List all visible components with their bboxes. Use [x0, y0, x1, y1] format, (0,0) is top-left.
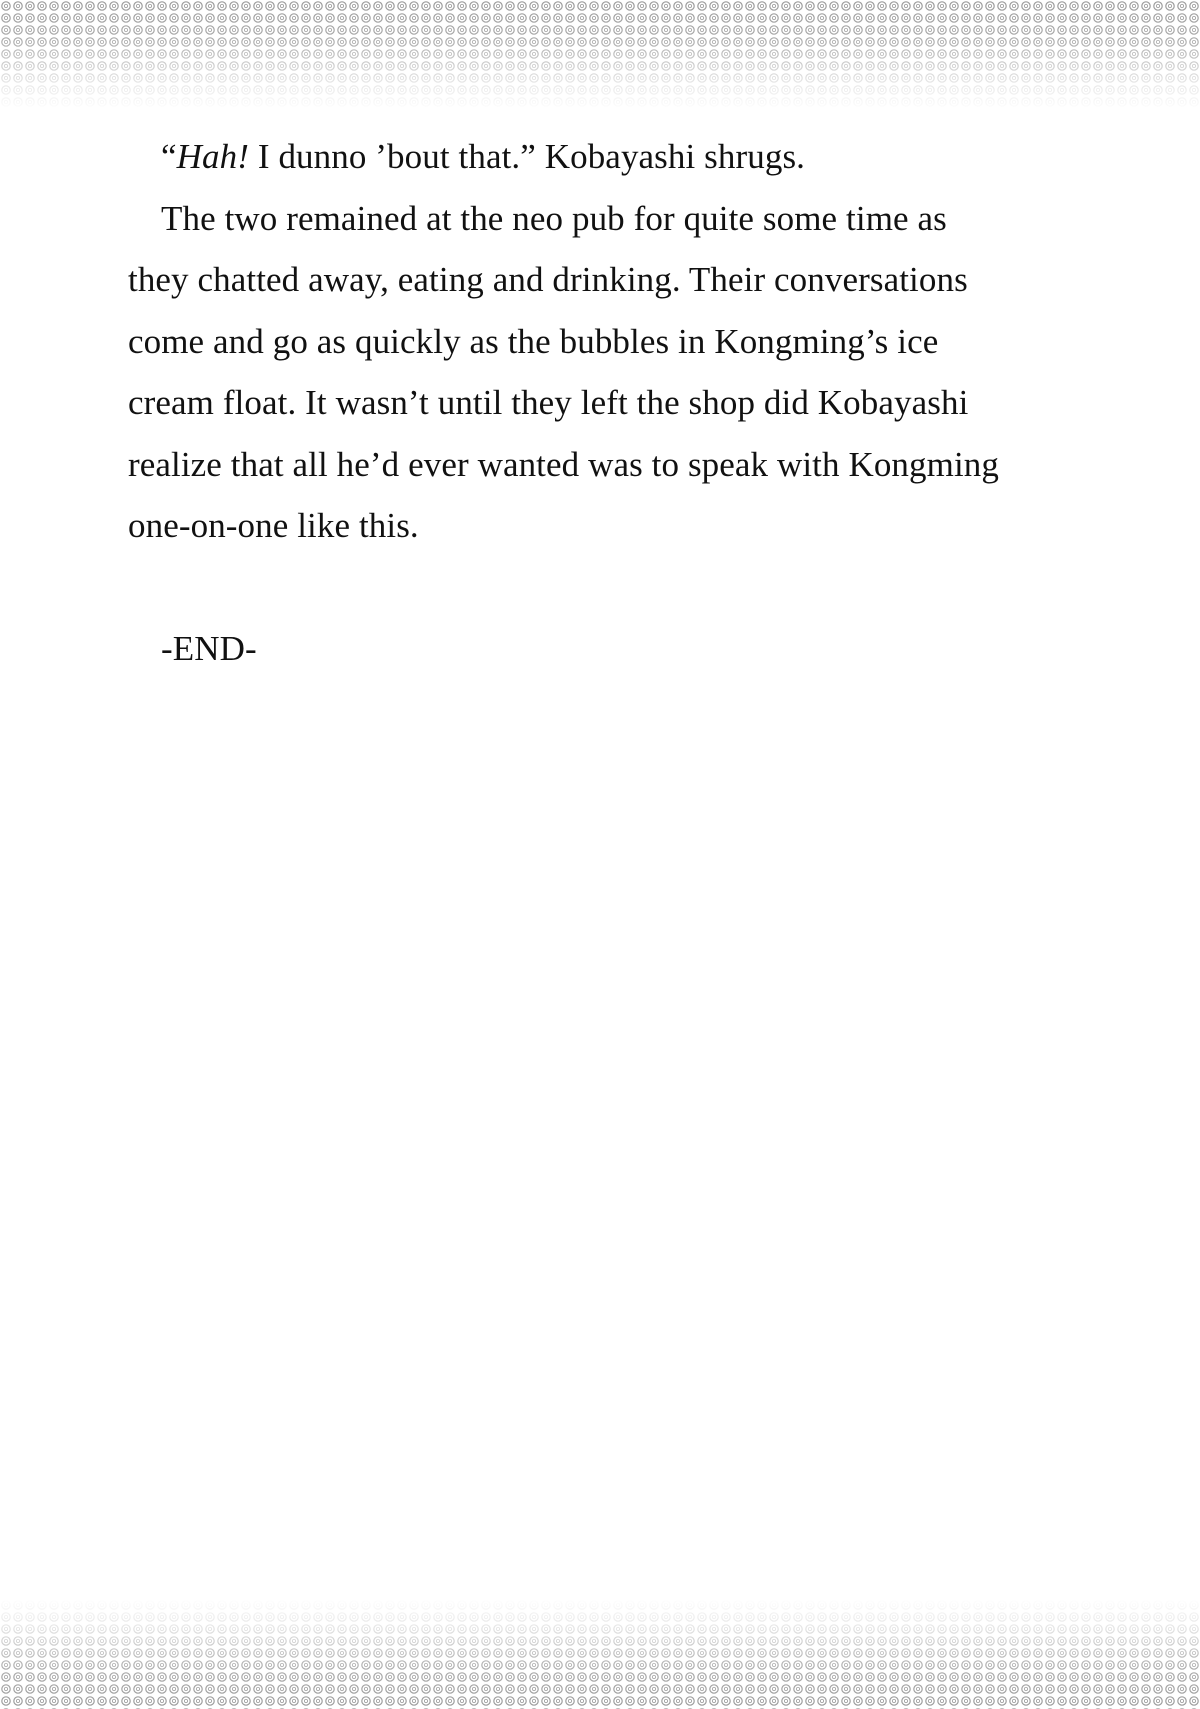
text-line — [128, 188, 1108, 250]
text-line — [128, 249, 1108, 311]
paragraph — [128, 188, 1108, 557]
page-text — [128, 126, 1108, 679]
bottom-pattern-band — [0, 1599, 1200, 1709]
end-marker: -END- — [161, 628, 257, 668]
text-run: cream float. It wasn’t until they left the shop did Kobayashi — [128, 383, 969, 422]
text-line — [128, 434, 1108, 496]
text-run: come and go as quickly as the bubbles in Kongming’s ice — [128, 321, 939, 361]
text-line — [128, 372, 1108, 434]
text-run: The two remained at the neo pub for quite some time as — [161, 198, 947, 238]
text-run: “ — [161, 137, 177, 176]
text-run: I dunno ’bout that.” Kobayashi shrugs. — [248, 137, 806, 176]
paragraph — [128, 126, 1108, 188]
bottom-circle-pattern — [0, 1599, 1200, 1709]
text-line — [128, 495, 1108, 557]
text-run: one-on-one like this. — [128, 506, 419, 545]
text-line — [128, 311, 1108, 373]
text-run: they chatted away, eating and drinking. Their conversations — [128, 260, 968, 299]
top-pattern-band — [0, 0, 1200, 110]
italic-text: Hah! — [176, 137, 249, 176]
text-run: realize that all he’d ever wanted was to speak with Kongming — [128, 444, 999, 484]
top-circle-pattern — [0, 0, 1200, 110]
text-line — [128, 126, 1108, 188]
